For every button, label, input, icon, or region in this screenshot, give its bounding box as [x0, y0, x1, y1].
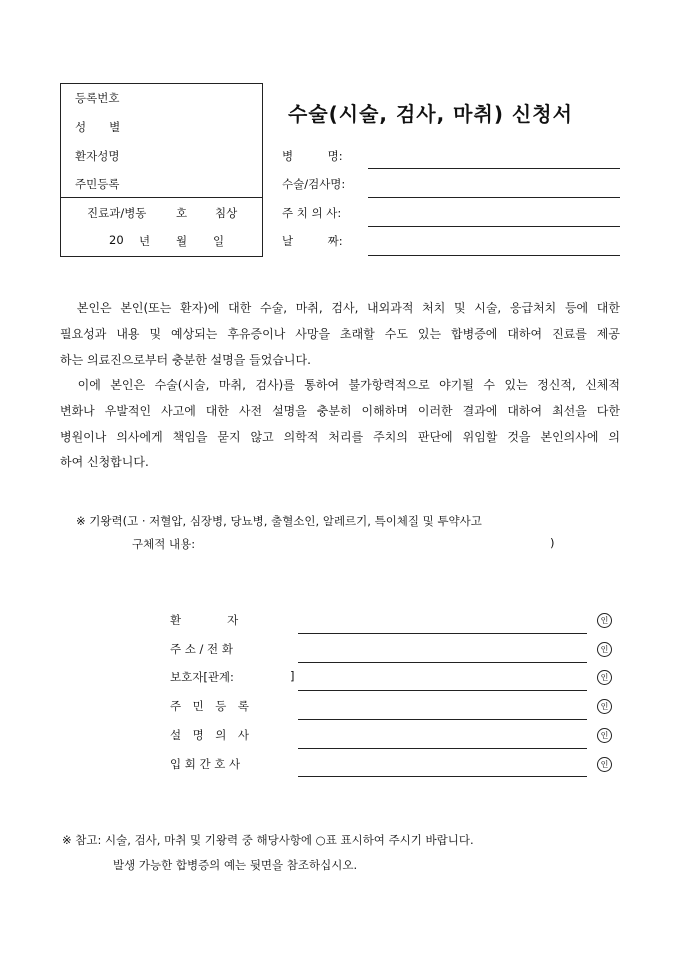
guardian-field[interactable] — [298, 690, 587, 691]
date-year: 년 — [139, 234, 151, 248]
body-text-line: 필요성과 내용 및 예상되는 후유증이나 사망을 초래할 수도 있는 합병증에 대하여 진료를 제공 — [60, 327, 620, 341]
note-line: ※ 참고: 시술, 검사, 마취 및 기왕력 중 해당사항에 ○표 표시하여 주시기 바랍니다. — [62, 833, 474, 847]
guardian-close-bracket: ] — [290, 669, 295, 683]
label-patient-name: 환자성명 — [75, 149, 120, 163]
resident-reg-field[interactable] — [298, 719, 587, 720]
address-phone-field[interactable] — [298, 662, 587, 663]
date-field[interactable] — [368, 255, 620, 256]
label-resident-reg: 주 민 등 록 — [170, 699, 249, 713]
label-registration-number: 등록번호 — [75, 91, 120, 105]
label-surgery-name: 수술/검사명: — [282, 177, 346, 191]
surgery-name-field[interactable] — [368, 197, 620, 198]
registration-box — [60, 83, 263, 257]
explaining-doctor-field[interactable] — [298, 748, 587, 749]
page-title: 수술(시술, 검사, 마취) 신청서 — [288, 102, 573, 126]
date-year-prefix: 20 — [109, 233, 124, 247]
label-disease: 병 명: — [282, 149, 343, 163]
label-date: 날 짜: — [282, 234, 343, 248]
label-dept-ward: 진료과/병동 — [87, 206, 147, 220]
seal-icon: 인 — [597, 757, 612, 772]
seal-icon: 인 — [597, 728, 612, 743]
seal-icon: 인 — [597, 670, 612, 685]
seal-icon: 인 — [597, 642, 612, 657]
medical-history-label: ※ 기왕력(고 · 저혈압, 심장병, 당뇨병, 출혈소인, 알레르기, 특이체질 및 투약사고 — [76, 514, 482, 528]
label-address-phone: 주 소 / 전 화 — [170, 642, 233, 656]
label-resident-id: 주민등록 — [75, 177, 120, 191]
attending-field[interactable] — [368, 226, 620, 227]
label-patient: 환 자 — [170, 613, 239, 627]
label-sex: 성 별 — [75, 120, 121, 134]
disease-field[interactable] — [368, 168, 620, 169]
label-attending: 주 치 의 사: — [282, 206, 342, 220]
history-detail-label: 구체적 내용: — [132, 537, 196, 551]
body-text-line: 변화나 우발적인 사고에 대한 사전 설명을 충분히 이해하며 이러한 결과에 대하여 최선을 다한 — [60, 404, 620, 418]
body-text-line: 본인은 본인(또는 환자)에 대한 수술, 마취, 검사, 내외과적 처치 및 시술, 응급처치 등에 대한 — [60, 301, 620, 315]
body-text-line: 하여 신청합니다. — [60, 455, 149, 469]
body-text-line: 이에 본인은 수술(시술, 마취, 검사)를 통하여 불가항력적으로 야기될 수 있는 정신적, 신체적 — [60, 378, 620, 392]
witness-nurse-field[interactable] — [298, 776, 587, 777]
date-day: 일 — [213, 234, 225, 248]
label-room: 호 — [176, 206, 188, 220]
patient-signature-field[interactable] — [298, 633, 587, 634]
history-close-paren: ) — [550, 536, 555, 550]
label-bed: 침상 — [215, 206, 238, 220]
label-guardian: 보호자[관계: — [170, 670, 234, 684]
note-line: 발생 가능한 합병증의 예는 뒷면을 참조하십시오. — [113, 858, 358, 872]
body-text-line: 하는 의료진으로부터 충분한 설명을 들었습니다. — [60, 353, 311, 367]
body-text-line: 병원이나 의사에게 책임을 묻지 않고 의학적 처리를 주치의 판단에 위임할 것을 본인의사에 의 — [60, 430, 620, 444]
seal-icon: 인 — [597, 699, 612, 714]
seal-icon: 인 — [597, 613, 612, 628]
date-month: 월 — [176, 234, 188, 248]
label-witness-nurse: 입 회 간 호 사 — [170, 757, 241, 771]
label-explaining-doctor: 설 명 의 사 — [170, 728, 249, 742]
box-divider — [60, 197, 262, 198]
